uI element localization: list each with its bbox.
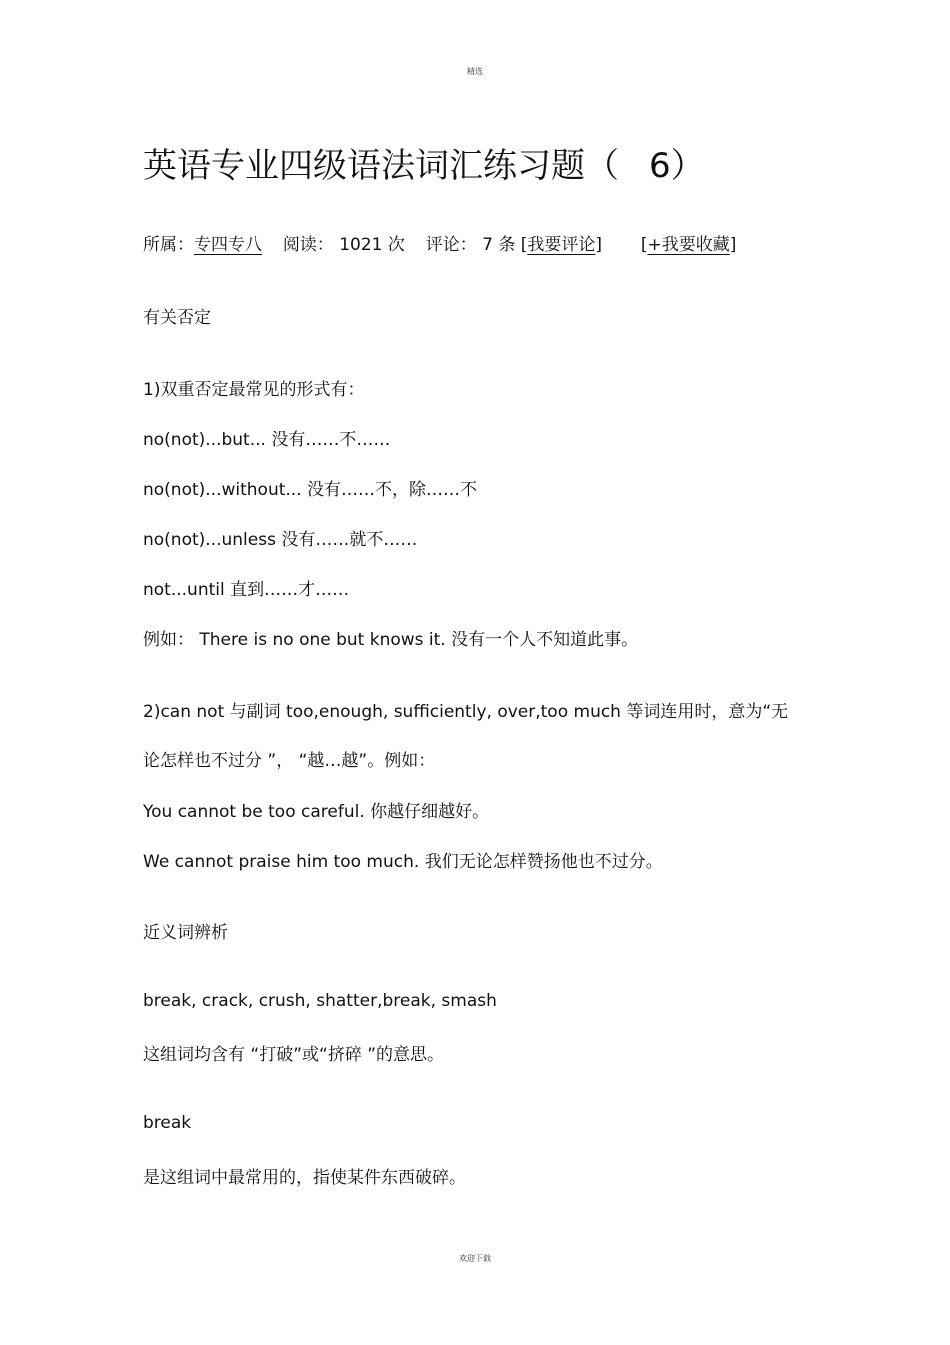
pattern-1: no(not)...but... 没有……不…… (143, 430, 391, 450)
favorite-action-link[interactable]: +我要收藏 (647, 235, 730, 255)
read-unit: 次 (387, 235, 405, 255)
item2-line-1: 2)can not 与副词 too,enough, sufficiently, over,too much 等词连用时，意为“无 (143, 702, 789, 722)
section-heading-synonyms: 近义词辨析 (143, 923, 228, 943)
pattern-4: not...until 直到……才…… (143, 580, 350, 600)
pattern-2: no(not)...without... 没有……不，除……不 (143, 480, 478, 500)
word-group: break, crack, crush, shatter,break, smash (143, 991, 497, 1011)
category-label: 所属： (143, 235, 194, 255)
category-link[interactable]: 专四专八 (194, 235, 262, 255)
article-meta (143, 230, 736, 255)
comment-action-bracket: [ (520, 235, 528, 255)
comment-action-bracket-close: ] (595, 235, 603, 255)
page-title (143, 138, 705, 187)
word-break: break (143, 1113, 192, 1133)
word-group-description: 这组词均含有 “打破”或“挤碎 ”的意思。 (143, 1045, 445, 1065)
title-number: 6） (649, 146, 705, 186)
read-count: 1021 (339, 235, 383, 255)
comment-label: 评论： (425, 235, 477, 255)
comment-action-link[interactable]: 我要评论 (527, 235, 596, 255)
comment-unit: 条 (498, 235, 516, 255)
example-1: 例如： There is no one but knows it. 没有一个人不知道此事。 (143, 630, 639, 650)
page-footer-mark: 欢迎下载 (459, 1254, 491, 1263)
pattern-3: no(not)...unless 没有……就不…… (143, 530, 418, 550)
word-break-description: 是这组词中最常用的，指使某件东西破碎。 (143, 1168, 466, 1188)
example-2: You cannot be too careful. 你越仔细越好。 (143, 802, 490, 822)
comment-count: 7 (482, 235, 493, 255)
section-heading-negation: 有关否定 (143, 308, 211, 328)
example-3: We cannot praise him too much. 我们无论怎样赞扬他也不过分。 (143, 852, 663, 872)
item2-line-2: 论怎样也不过分 ”， “越…越”。例如： (143, 751, 436, 771)
favorite-action-bracket-close: ] (729, 235, 737, 255)
title-text: 英语专业四级语法词汇练习题（ (143, 146, 619, 186)
favorite-action-bracket: [ (640, 235, 648, 255)
item1-intro: 1)双重否定最常见的形式有： (143, 380, 365, 400)
read-label: 阅读： (282, 235, 334, 255)
page-header-mark: 精选 (467, 67, 483, 76)
